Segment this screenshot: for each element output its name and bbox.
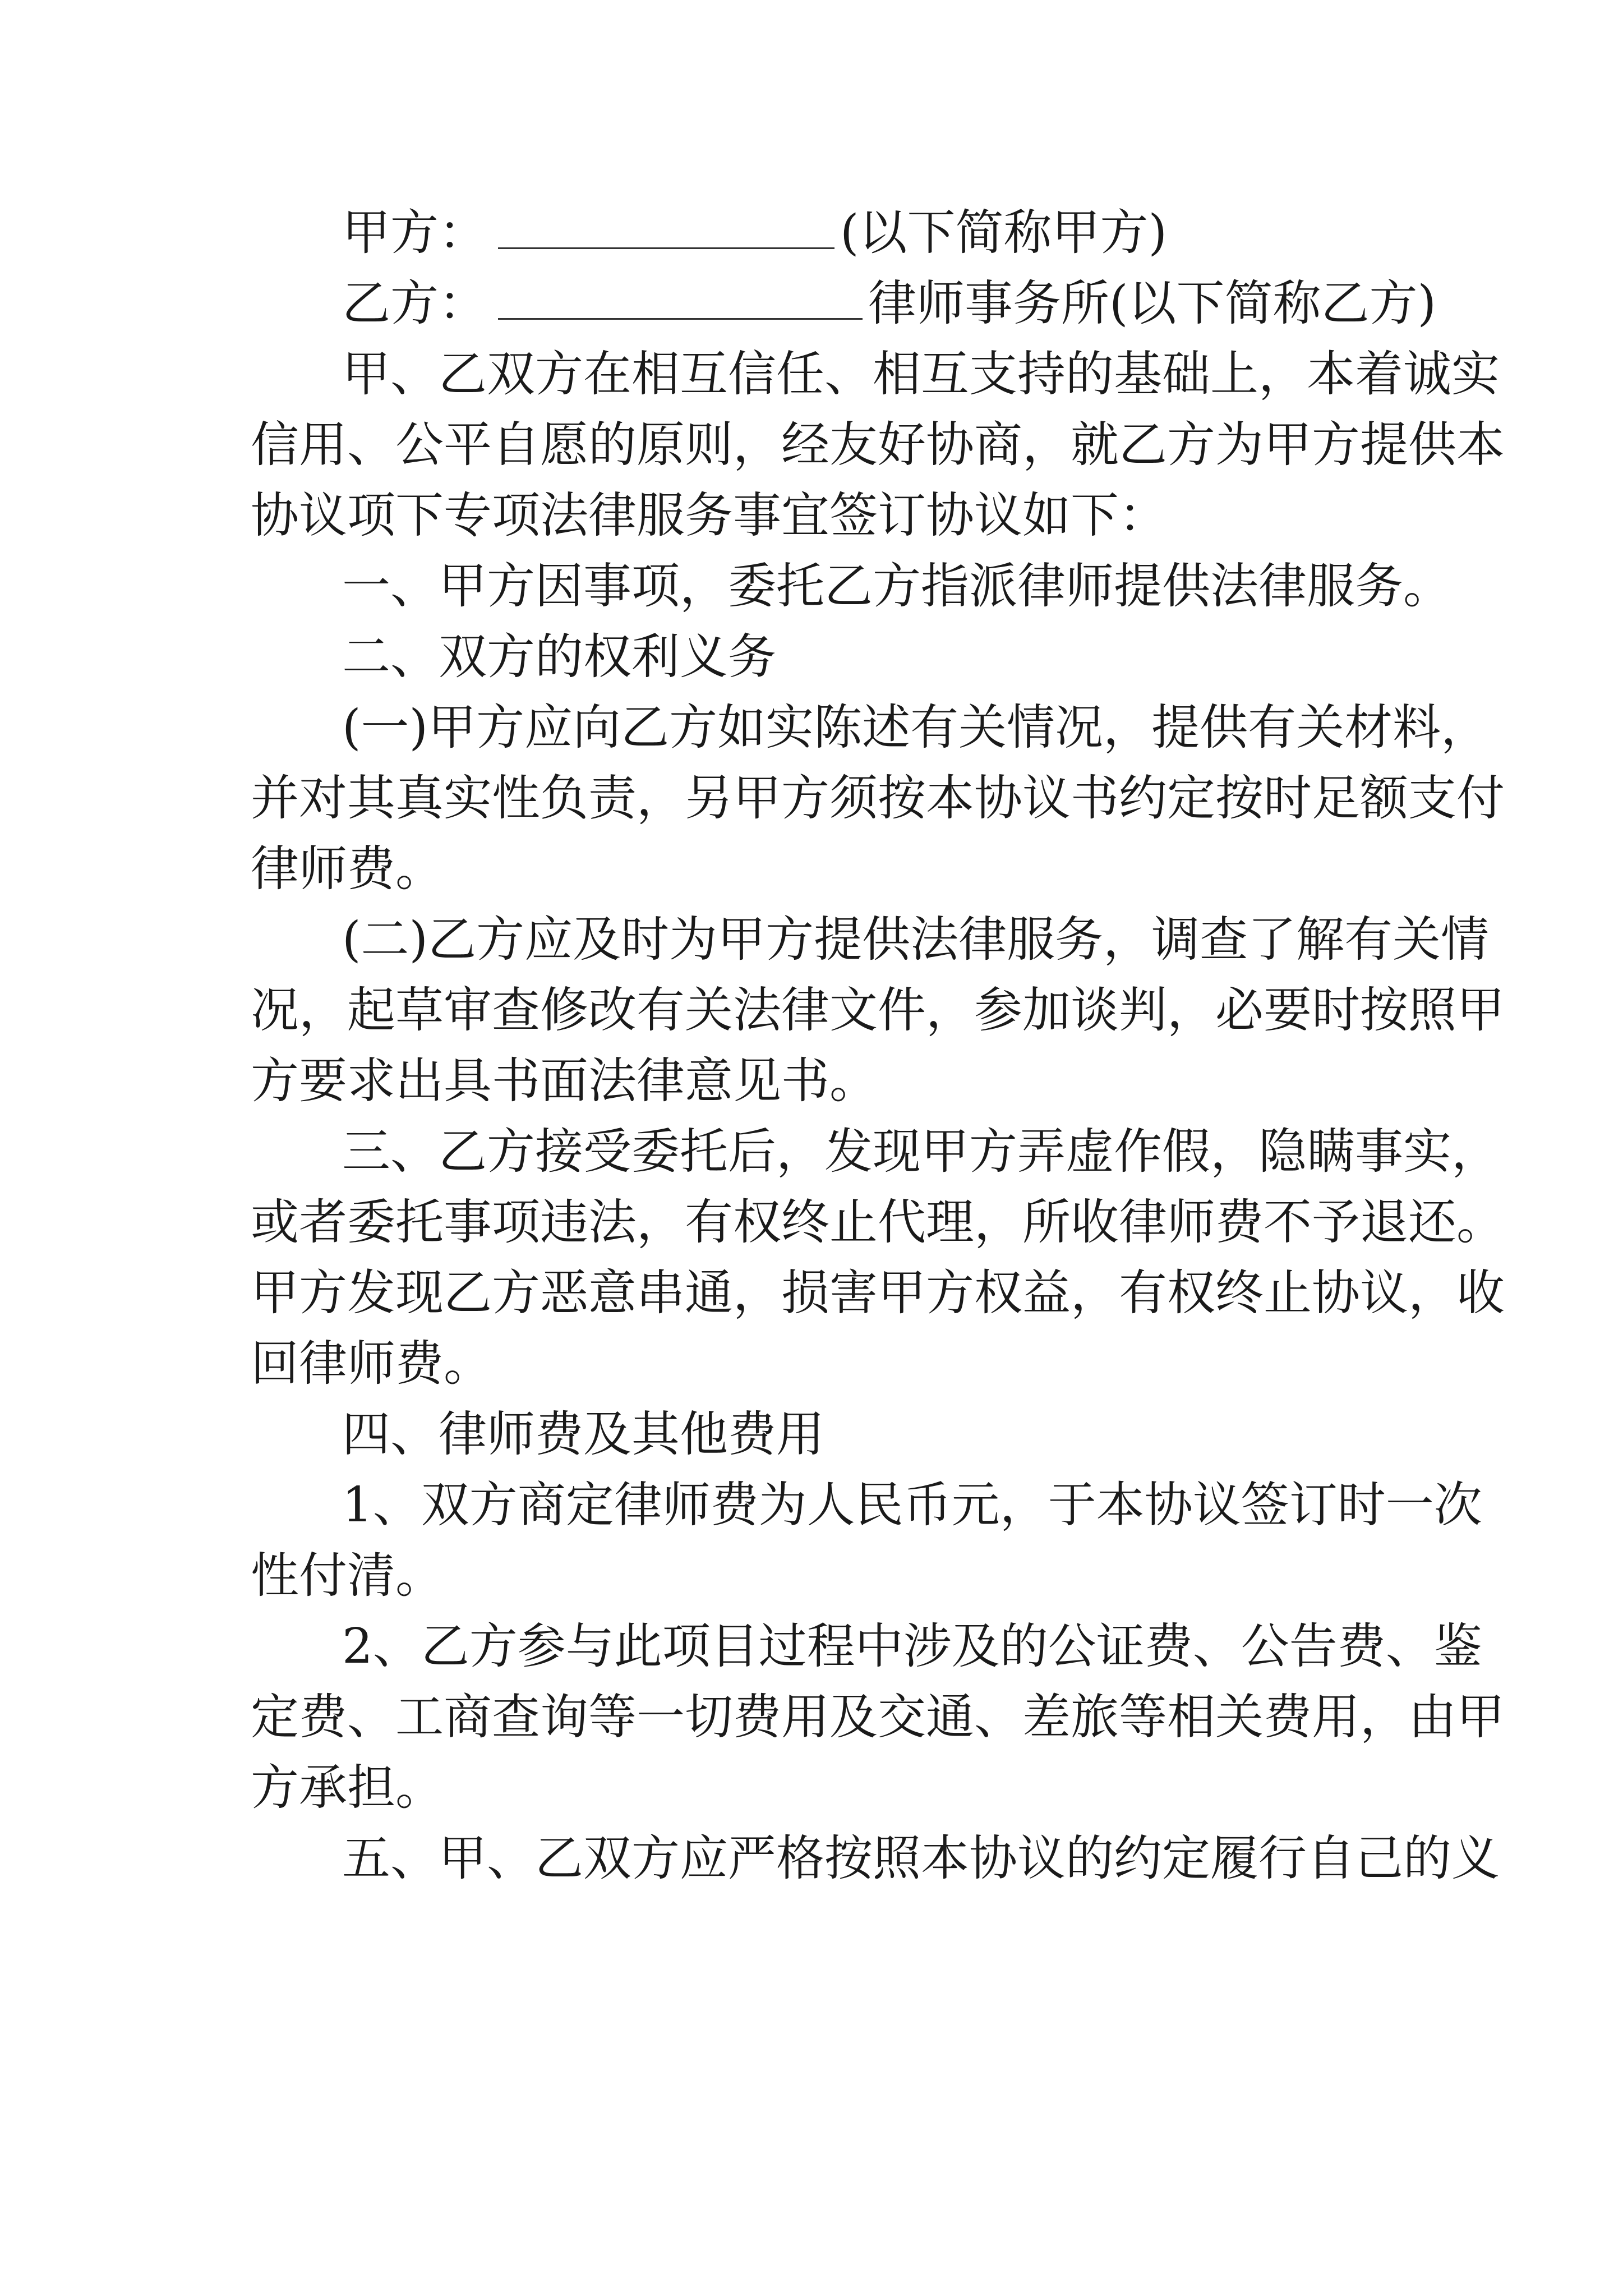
paragraph-line: 协议项下专项法律服务事宜签订协议如下： (251, 487, 1167, 544)
paragraph-line: 甲方发现乙方恶意串通，损害甲方权益，有权终止协议，收 (251, 1265, 1505, 1321)
paragraph-line: 1、双方商定律师费为人民币元，于本协议签订时一次 (342, 1477, 1482, 1533)
paragraph-line: 甲、乙双方在相互信任、相互支持的基础上，本着诚实 (342, 346, 1500, 402)
paragraph-line: 方承担。 (251, 1760, 444, 1816)
paragraph-line: 一、甲方因事项，委托乙方指派律师提供法律服务。 (342, 558, 1451, 614)
party-a-line (342, 202, 1167, 264)
paragraph-line: 回律师费。 (251, 1336, 492, 1392)
party-b-label: 乙方： (342, 275, 487, 332)
paragraph-line: 方要求出具书面法律意见书。 (251, 1053, 878, 1109)
paragraph-line: 2、乙方参与此项目过程中涉及的公证费、公告费、鉴 (342, 1618, 1482, 1674)
paragraph-line: 性付清。 (251, 1548, 444, 1604)
party-a-blank (498, 208, 834, 249)
paragraph-line: 定费、工商查询等一切费用及交通、差旅等相关费用，由甲 (251, 1689, 1505, 1745)
paragraph-line: 或者委托事项违法，有权终止代理，所收律师费不予退还。 (251, 1194, 1505, 1250)
paragraph-line: 况，起草审查修改有关法律文件，参加谈判，必要时按照甲 (251, 982, 1505, 1038)
paragraph-line: 三、乙方接受委托后，发现甲方弄虚作假，隐瞒事实， (342, 1124, 1500, 1180)
party-b-line (342, 273, 1436, 334)
party-a-suffix: (以下简称甲方) (840, 205, 1168, 261)
party-b-blank (498, 279, 863, 320)
section-heading: 四、律师费及其他费用 (342, 1406, 824, 1462)
paragraph-line: 并对其真实性负责，另甲方须按本协议书约定按时足额支付 (251, 770, 1505, 826)
paragraph-line: (一)甲方应向乙方如实陈述有关情况，提供有关材料， (342, 700, 1490, 756)
paragraph-line: (二)乙方应及时为甲方提供法律服务，调查了解有关情 (342, 912, 1490, 968)
party-a-label: 甲方： (342, 205, 487, 261)
paragraph-line: 律师费。 (251, 841, 444, 897)
paragraph-line: 信用、公平自愿的原则，经友好协商，就乙方为甲方提供本 (251, 417, 1505, 473)
section-heading: 二、双方的权利义务 (342, 629, 776, 685)
paragraph-line: 五、甲、乙双方应严格按照本协议的约定履行自己的义 (342, 1830, 1500, 1887)
party-b-suffix: 律师事务所(以下简称乙方) (868, 275, 1437, 332)
